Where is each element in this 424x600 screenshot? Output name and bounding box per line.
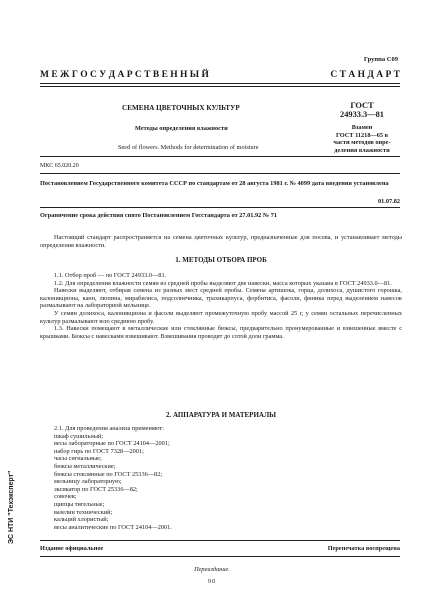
standard-title-english: Seed of flowers. Methods for determination of moisture xyxy=(118,144,259,151)
section-2-title: 2. АППАРАТУРА И МАТЕРИАЛЫ xyxy=(165,411,277,419)
decree-text: Постановлением Государственного комитета СССР по стандартам от 28 августа 1981 г. № 4099 дата введения установлена xyxy=(40,180,389,187)
replaces-line: части методов опре- xyxy=(333,139,391,147)
banner-rule-top xyxy=(40,83,400,84)
gost-designation xyxy=(322,101,402,119)
footer-bottom-rule xyxy=(40,556,400,557)
banner-word-1: М Е Ж Г О С У Д А Р С Т В Е Н Н Ы Й xyxy=(40,70,209,80)
list-item: бюксы металлические; xyxy=(54,462,116,470)
standard-banner xyxy=(40,70,400,80)
list-lead: 2.1. Для проведения анализа применяют: xyxy=(54,425,164,432)
reissue-label: Переиздание. xyxy=(194,566,230,573)
mks-code: МКС 65.020.20 xyxy=(40,163,79,169)
introduction-date: 01.07.82 xyxy=(377,198,400,205)
standard-subtitle: Методы определения влажности xyxy=(135,125,228,132)
decree-divider xyxy=(40,207,400,208)
list-item: бюксы стеклянные по ГОСТ 25336—82; xyxy=(54,470,163,478)
source-stamp: ЭС НТИ "Техэксперт" xyxy=(8,470,15,544)
paragraph: У семян долихоса, калоникциона и фасоли выделяют промежуточную пробу массой 25 г, у семян остальных перечисленных культур размалывают всю среднюю пробу. xyxy=(40,309,402,325)
replaces-line: деления влажности xyxy=(334,146,390,154)
list-item: щипцы тигельные; xyxy=(54,500,105,508)
list-item: совочек; xyxy=(54,493,77,501)
paragraph: 1.1. Отбор проб — по ГОСТ 24933.0—81. xyxy=(54,272,167,279)
replaces-line: ГОСТ 11218—65 в xyxy=(335,131,389,139)
paragraph: Навески выделяют, отбирая семена из разных мест средней пробы. Семена артишока, горца, долихоса, душистого горошка, калоникциона, канн, люпина, мирабилиса, подсолнечника, трахикарпуса, форбитиса, фасоли, финика перед выделением навесок размалывают на лабораторной мельнице. xyxy=(40,287,402,310)
paragraph: 1.3. Навески помещают в металлические или стеклянные бюксы, предварительно пронумерованные и взвешенные вместе с крышками. Бюксы с навесками взвешивают. Взвешивания проводят до сотой доли грамма. xyxy=(40,325,402,340)
standard-title: СЕМЕНА ЦВЕТОЧНЫХ КУЛЬТУР xyxy=(122,104,240,112)
replaces-line: Взамен xyxy=(351,124,373,131)
list-item: эксикатор по ГОСТ 25336—82; xyxy=(54,485,138,493)
list-item: кальций хлористый; xyxy=(54,516,109,524)
limit-note: Ограничение срока действия снято Постановлением Госстандарта от 27.01.92 № 71 xyxy=(40,212,278,219)
section-1-body xyxy=(40,272,402,340)
intro-text: Настоящий стандарт распространяется на семена цветочных культур, предназначенные для посева, и устанавливает методы определения влажности. xyxy=(40,234,402,249)
gost-number: 24933.3—81 xyxy=(340,110,384,119)
list-item: весы аналитические по ГОСТ 24104—2001. xyxy=(54,523,172,531)
equipment-list xyxy=(54,425,172,531)
intro-paragraph xyxy=(40,234,402,249)
replaces-note xyxy=(316,124,408,154)
mks-divider xyxy=(40,173,400,174)
section-1-title: 1. МЕТОДЫ ОТБОРА ПРОБ xyxy=(175,256,267,264)
paragraph: 1.2. Для определения влажности семян из средней пробы выделяют две навески, масса которых указана в ГОСТ 24933.0—81. xyxy=(54,279,392,287)
footer-divider xyxy=(40,540,400,541)
list-item: весы лабораторные по ГОСТ 24104—2001; xyxy=(54,440,170,448)
page-number: 90 xyxy=(207,578,217,585)
list-item: часы сигнальные; xyxy=(54,455,102,463)
official-edition-label: Издание официальное xyxy=(40,545,104,552)
list-item: шкаф сушильный; xyxy=(54,432,104,440)
list-item: вазелин технический; xyxy=(54,508,113,516)
list-item: набор гирь по ГОСТ 7328—2001; xyxy=(54,447,144,455)
title-divider xyxy=(40,156,400,157)
list-item: мельницу лабораторную; xyxy=(54,478,122,486)
banner-word-2: С Т А Н Д А Р Т xyxy=(330,70,400,80)
reprint-notice: Перепечатка воспрещена xyxy=(327,545,400,552)
banner-rule-bottom xyxy=(40,86,400,87)
gost-prefix: ГОСТ xyxy=(350,101,374,110)
group-code: Группа С09 xyxy=(363,56,398,63)
